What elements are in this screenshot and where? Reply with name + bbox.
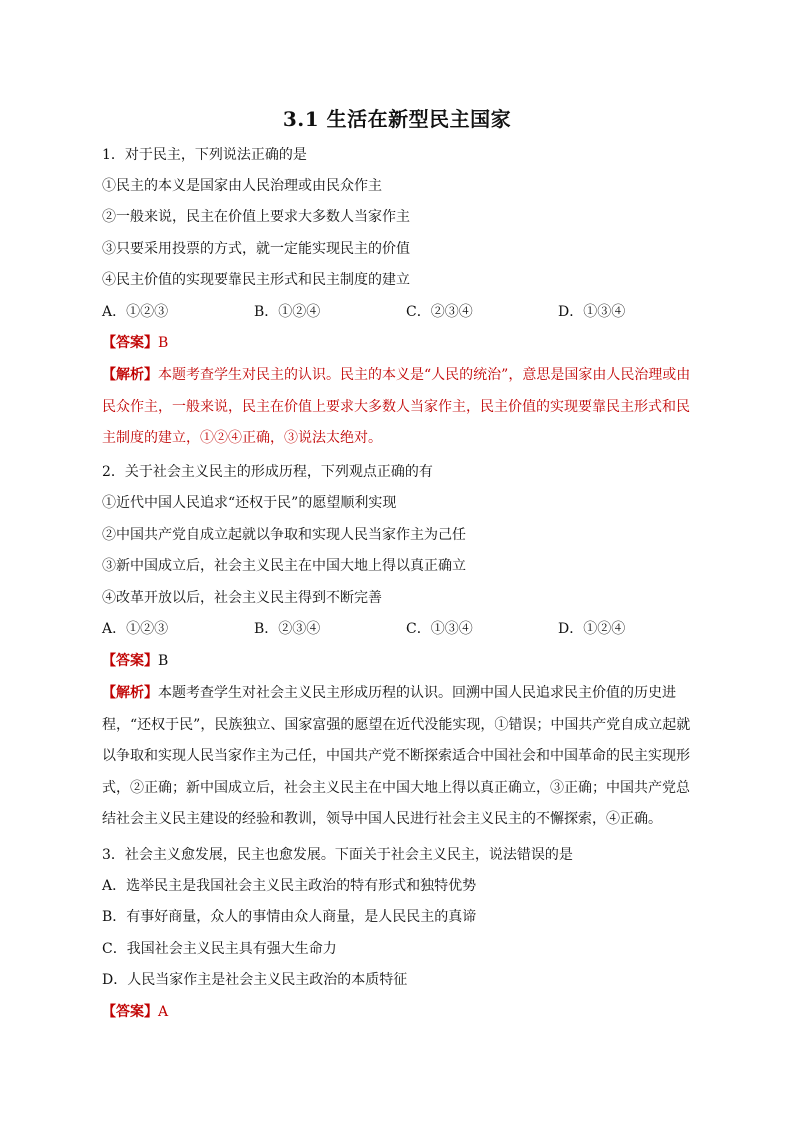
- q1-item-2: ②一般来说，民主在价值上要求大多数人当家作主: [102, 209, 410, 225]
- q2-item-4: ④改革开放以后，社会主义民主得到不断完善: [102, 590, 382, 606]
- q2-answer-value: B: [158, 653, 169, 669]
- q1-options: [102, 302, 710, 322]
- q2-answer-tag: 【答案】: [102, 653, 158, 669]
- page-title: 3.1 生活在新型民主国家: [282, 107, 512, 131]
- q1-option-c: C．②③④: [406, 304, 473, 320]
- q3-option-a: A．选举民主是我国社会主义民主政治的特有形式和独特优势: [102, 878, 477, 894]
- q3-answer-value: A: [158, 1004, 169, 1020]
- q3-answer-tag: 【答案】: [102, 1004, 158, 1020]
- q1-option-a: A．①②③: [102, 304, 169, 320]
- q2-item-3: ③新中国成立后，社会主义民主在中国大地上得以真正确立: [102, 558, 466, 574]
- q3-stem: 3．社会主义愈发展，民主也愈发展。下面关于社会主义民主，说法错误的是: [102, 847, 573, 863]
- q2-analysis-text: 本题考查学生对社会主义民主形成历程的认识。回溯中国人民追求民主价值的历史进程，“还权于民”，民族独立、国家富强的愿望在近代没能实现，①错误；中国共产党自成立起就以争取和实现人民当家作主为己任，中国共产党不断探索适合中国社会和中国革命的民主实现形式，②正确；新中国成立后，社会主义民主在中国大地上得以真正确立，③正确；中国共产党总结社会主义民主建设的经验和教训，领导中国人民进行社会主义民主的不懈探索，④正确。: [102, 685, 691, 827]
- q2-analysis-tag: 【解析】: [102, 685, 158, 701]
- q3-option-b: B．有事好商量，众人的事情由众人商量，是人民民主的真谛: [102, 909, 477, 925]
- q2-stem: 2．关于社会主义民主的形成历程，下列观点正确的有: [102, 464, 433, 480]
- q2-option-b: B．②③④: [254, 621, 321, 637]
- q2-options: [102, 619, 710, 639]
- q1-item-1: ①民主的本义是国家由人民治理或由民众作主: [102, 178, 382, 194]
- q3-option-c: C．我国社会主义民主具有强大生命力: [102, 941, 337, 957]
- q2-option-d: D．①②④: [558, 621, 626, 637]
- q3-option-d: D．人民当家作主是社会主义民主政治的本质特征: [102, 972, 408, 988]
- q1-analysis: [102, 360, 694, 455]
- q2-item-1: ①近代中国人民追求“还权于民”的愿望顺利实现: [102, 495, 397, 511]
- q1-analysis-tag: 【解析】: [102, 367, 158, 383]
- q2-analysis: [102, 678, 694, 836]
- q2-item-2: ②中国共产党自成立起就以争取和实现人民当家作主为己任: [102, 527, 466, 543]
- q2-option-a: A．①②③: [102, 621, 169, 637]
- q1-answer-value: B: [158, 335, 169, 351]
- q2-option-c: C．①③④: [406, 621, 473, 637]
- q1-option-b: B．①②④: [254, 304, 321, 320]
- q3-answer: [102, 1002, 168, 1022]
- q1-stem: 1．对于民主，下列说法正确的是: [102, 147, 307, 163]
- q1-answer: [102, 333, 168, 353]
- q1-analysis-text: 本题考查学生对民主的认识。民主的本义是“人民的统治”，意思是国家由人民治理或由民众作主，一般来说，民主在价值上要求大多数人当家作主，民主价值的实现要靠民主形式和民主制度的建立，①②④正确，③说法太绝对。: [102, 367, 691, 446]
- q1-answer-tag: 【答案】: [102, 335, 158, 351]
- q1-item-4: ④民主价值的实现要靠民主形式和民主制度的建立: [102, 272, 410, 288]
- q1-item-3: ③只要采用投票的方式，就一定能实现民主的价值: [102, 241, 410, 257]
- q1-option-d: D．①③④: [558, 304, 626, 320]
- q2-answer: [102, 651, 168, 671]
